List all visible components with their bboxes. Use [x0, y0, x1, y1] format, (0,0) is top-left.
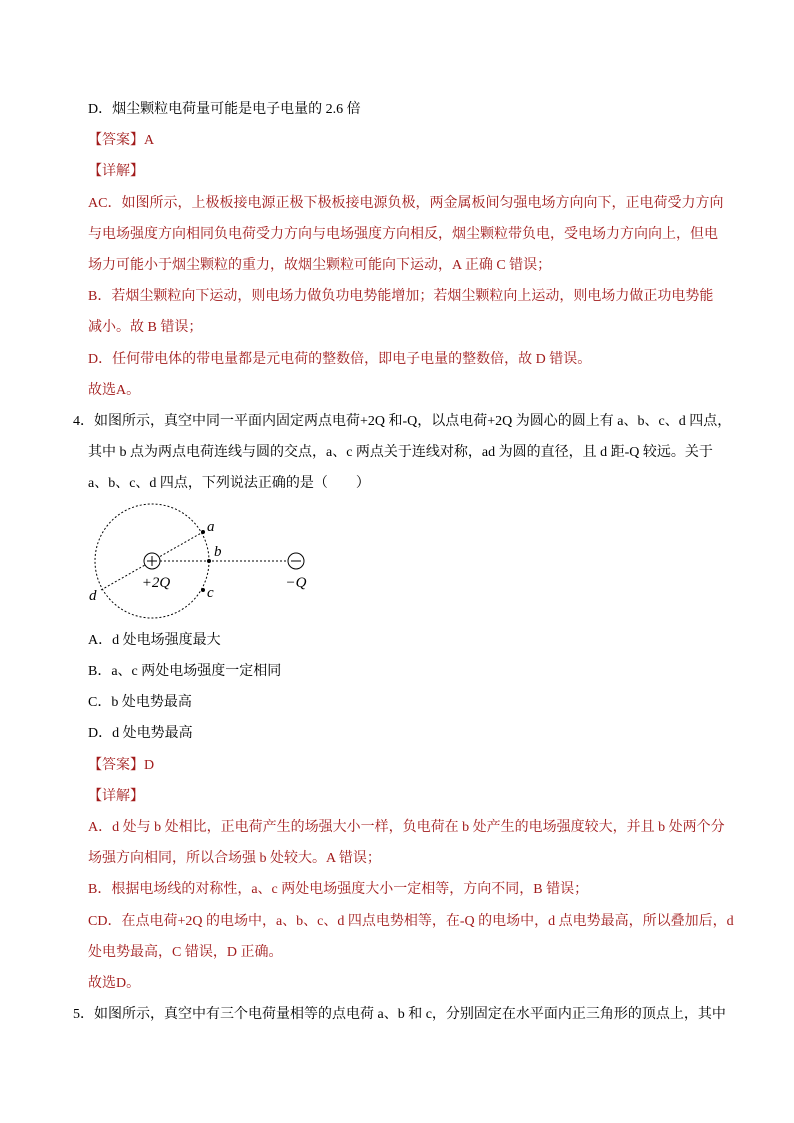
- q4-stem-line: 4．如图所示，真空中同一平面内固定两点电荷+2Q 和-Q，以点电荷+2Q 为圆心的圆上有 a、b、c、d 四点，: [73, 413, 732, 429]
- label-b: b: [214, 544, 222, 561]
- prev-analysis-line: B．若烟尘颗粒向下运动，则电场力做负功电势能增加；若烟尘颗粒向上运动，则电场力做正功电势能: [88, 289, 714, 305]
- q4-stem-line: 其中 b 点为两点电荷连线与圆的交点，a、c 两点关于连线对称，ad 为圆的直径，且 d 距-Q 较远。关于: [88, 445, 713, 461]
- q4-analysis-label: 【详解】: [88, 788, 144, 804]
- prev-analysis-line: 故选A。: [88, 382, 141, 398]
- negative-charge-icon: [288, 553, 304, 569]
- q4-option-a: A．d 处电场强度最大: [88, 632, 221, 648]
- prev-analysis-label: 【详解】: [88, 164, 144, 180]
- q4-analysis-line: B．根据电场线的对称性，a、c 两处电场强度大小一定相等，方向不同，B 错误；: [88, 882, 589, 898]
- q4-figure: [0, 499, 794, 624]
- label-d: d: [89, 588, 97, 605]
- prev-analysis-line: 与电场强度方向相同负电荷受力方向与电场强度方向相反，烟尘颗粒带负电，受电场力方向向上，但电: [88, 226, 718, 242]
- prev-analysis-line: 场力可能小于烟尘颗粒的重力，故烟尘颗粒可能向下运动，A 正确 C 错误；: [88, 257, 552, 273]
- prev-answer: 【答案】A: [88, 133, 155, 149]
- prev-option-d: D．烟尘颗粒电荷量可能是电子电量的 2.6 倍: [88, 102, 361, 117]
- q4-option-d: D．d 处电势最高: [88, 726, 193, 742]
- prev-analysis-line: 减小。故 B 错误；: [88, 320, 203, 336]
- q4-answer: 【答案】D: [88, 757, 155, 773]
- q4-stem-line: a、b、c、d 四点，下列说法正确的是（ ）: [88, 476, 370, 492]
- point-c-dot: [201, 588, 205, 592]
- q4-analysis-line: 故选D。: [88, 975, 141, 991]
- q4-analysis-line: 场强方向相同，所以合场强 b 处较大。A 错误；: [88, 851, 381, 867]
- point-b-dot: [207, 559, 211, 563]
- q4-option-c: C．b 处电势最高: [88, 695, 192, 711]
- q4-option-b: B．a、c 两处电场强度一定相同: [88, 664, 282, 680]
- label-negative-charge: −Q: [285, 575, 307, 592]
- q4-analysis-line: CD．在点电荷+2Q 的电场中，a、b、c、d 四点电势相等，在-Q 的电场中，d 点电势最高，所以叠加后，d: [88, 913, 734, 929]
- positive-charge-icon: [144, 553, 160, 569]
- document-page: [0, 94, 794, 1030]
- point-a-dot: [201, 530, 205, 534]
- charge-circle-diagram: [80, 499, 320, 624]
- q5-stem-line: 5．如图所示，真空中有三个电荷量相等的点电荷 a、b 和 c，分别固定在水平面内正三角形的顶点上，其中: [73, 1007, 726, 1023]
- label-a: a: [207, 519, 215, 536]
- prev-analysis-line: AC．如图所示，上极板接电源正极下极板接电源负极，两金属板间匀强电场方向向下，正电荷受力方向: [88, 195, 724, 211]
- q4-analysis-line: A．d 处与 b 处相比，正电荷产生的场强大小一样，负电荷在 b 处产生的电场强度较大，并且 b 处两个分: [88, 819, 725, 835]
- label-c: c: [207, 585, 214, 602]
- label-positive-charge: +2Q: [141, 575, 171, 592]
- q4-analysis-line: 处电势最高，C 错误，D 正确。: [88, 944, 283, 960]
- prev-analysis-line: D．任何带电体的带电量都是元电荷的整数倍，即电子电量的整数倍，故 D 错误。: [88, 351, 592, 367]
